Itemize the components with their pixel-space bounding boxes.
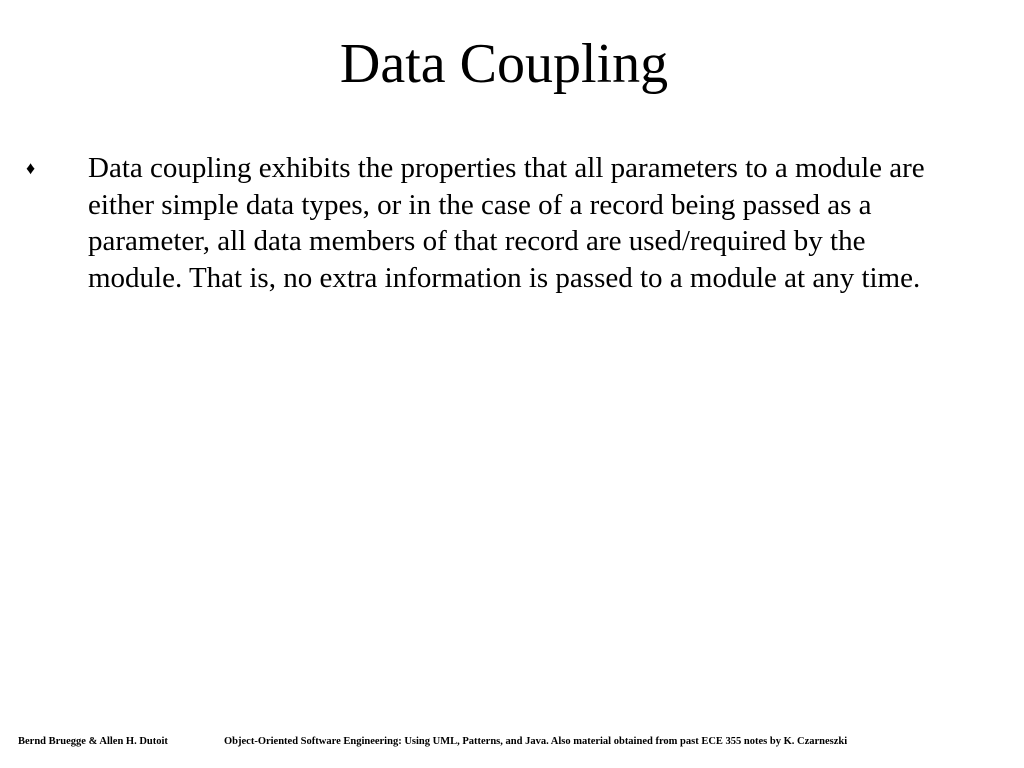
footer-authors: Bernd Bruegge & Allen H. Dutoit	[18, 736, 168, 747]
bullet-text: Data coupling exhibits the properties that all parameters to a module are either simple data types, or in the case of a record being passed as a parameter, all data members of that record are used/required by the module. That is, no extra information is passed to a module at any time.	[88, 152, 925, 294]
footer-source: Object-Oriented Software Engineering: Using UML, Patterns, and Java. Also material obtained from past ECE 355 notes by K. Czarneszki	[224, 736, 848, 747]
bullet-item	[22, 150, 962, 296]
slide-title: Data Coupling	[339, 33, 669, 95]
slide-footer	[18, 736, 1008, 747]
diamond-bullet-icon: ♦	[26, 158, 36, 178]
slide-content	[22, 150, 962, 296]
